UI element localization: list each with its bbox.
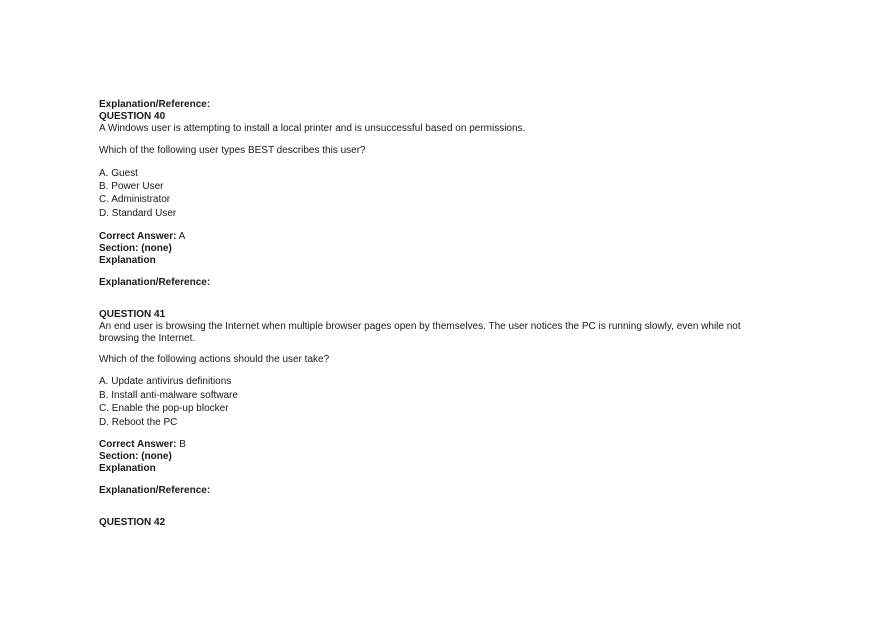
question-41-heading: QUESTION 41 <box>99 309 166 320</box>
question-40-option-a: A. Guest <box>99 168 138 179</box>
question-41-option-a: A. Update antivirus definitions <box>99 376 232 387</box>
question-40-explanation-label: Explanation <box>99 255 156 266</box>
question-41-explanation-reference-label: Explanation/Reference: <box>99 485 211 496</box>
question-40-prompt: Which of the following user types BEST describes this user? <box>99 145 366 156</box>
correct-answer-value: A <box>176 231 186 242</box>
question-40-stem: A Windows user is attempting to install a local printer and is unsuccessful based on permissions. <box>99 123 526 134</box>
question-41-option-d: D. Reboot the PC <box>99 417 178 428</box>
question-40-option-d: D. Standard User <box>99 208 177 219</box>
question-41-explanation-label: Explanation <box>99 463 156 474</box>
question-41-correct-answer <box>99 439 186 451</box>
question-40-option-b: B. Power User <box>99 181 164 192</box>
question-41-stem: An end user is browsing the Internet when multiple browser pages open by themselves. The user notices the PC is running slowly, even while not browsing the Internet. <box>99 321 741 344</box>
question-40-correct-answer <box>99 231 185 243</box>
question-41-section: Section: (none) <box>99 451 172 462</box>
correct-answer-label: Correct Answer: <box>99 231 177 242</box>
correct-answer-value: B <box>176 439 186 450</box>
question-41-option-c: C. Enable the pop-up blocker <box>99 403 229 414</box>
question-40-heading: QUESTION 40 <box>99 111 166 122</box>
question-41-option-b: B. Install anti-malware software <box>99 390 238 401</box>
question-40-option-c: C. Administrator <box>99 194 171 205</box>
prev-explanation-reference-label: Explanation/Reference: <box>99 99 211 110</box>
question-40-explanation-reference-label: Explanation/Reference: <box>99 277 211 288</box>
question-40-section: Section: (none) <box>99 243 172 254</box>
question-42-heading: QUESTION 42 <box>99 517 166 528</box>
correct-answer-label: Correct Answer: <box>99 439 177 450</box>
question-41-prompt: Which of the following actions should the user take? <box>99 354 330 365</box>
